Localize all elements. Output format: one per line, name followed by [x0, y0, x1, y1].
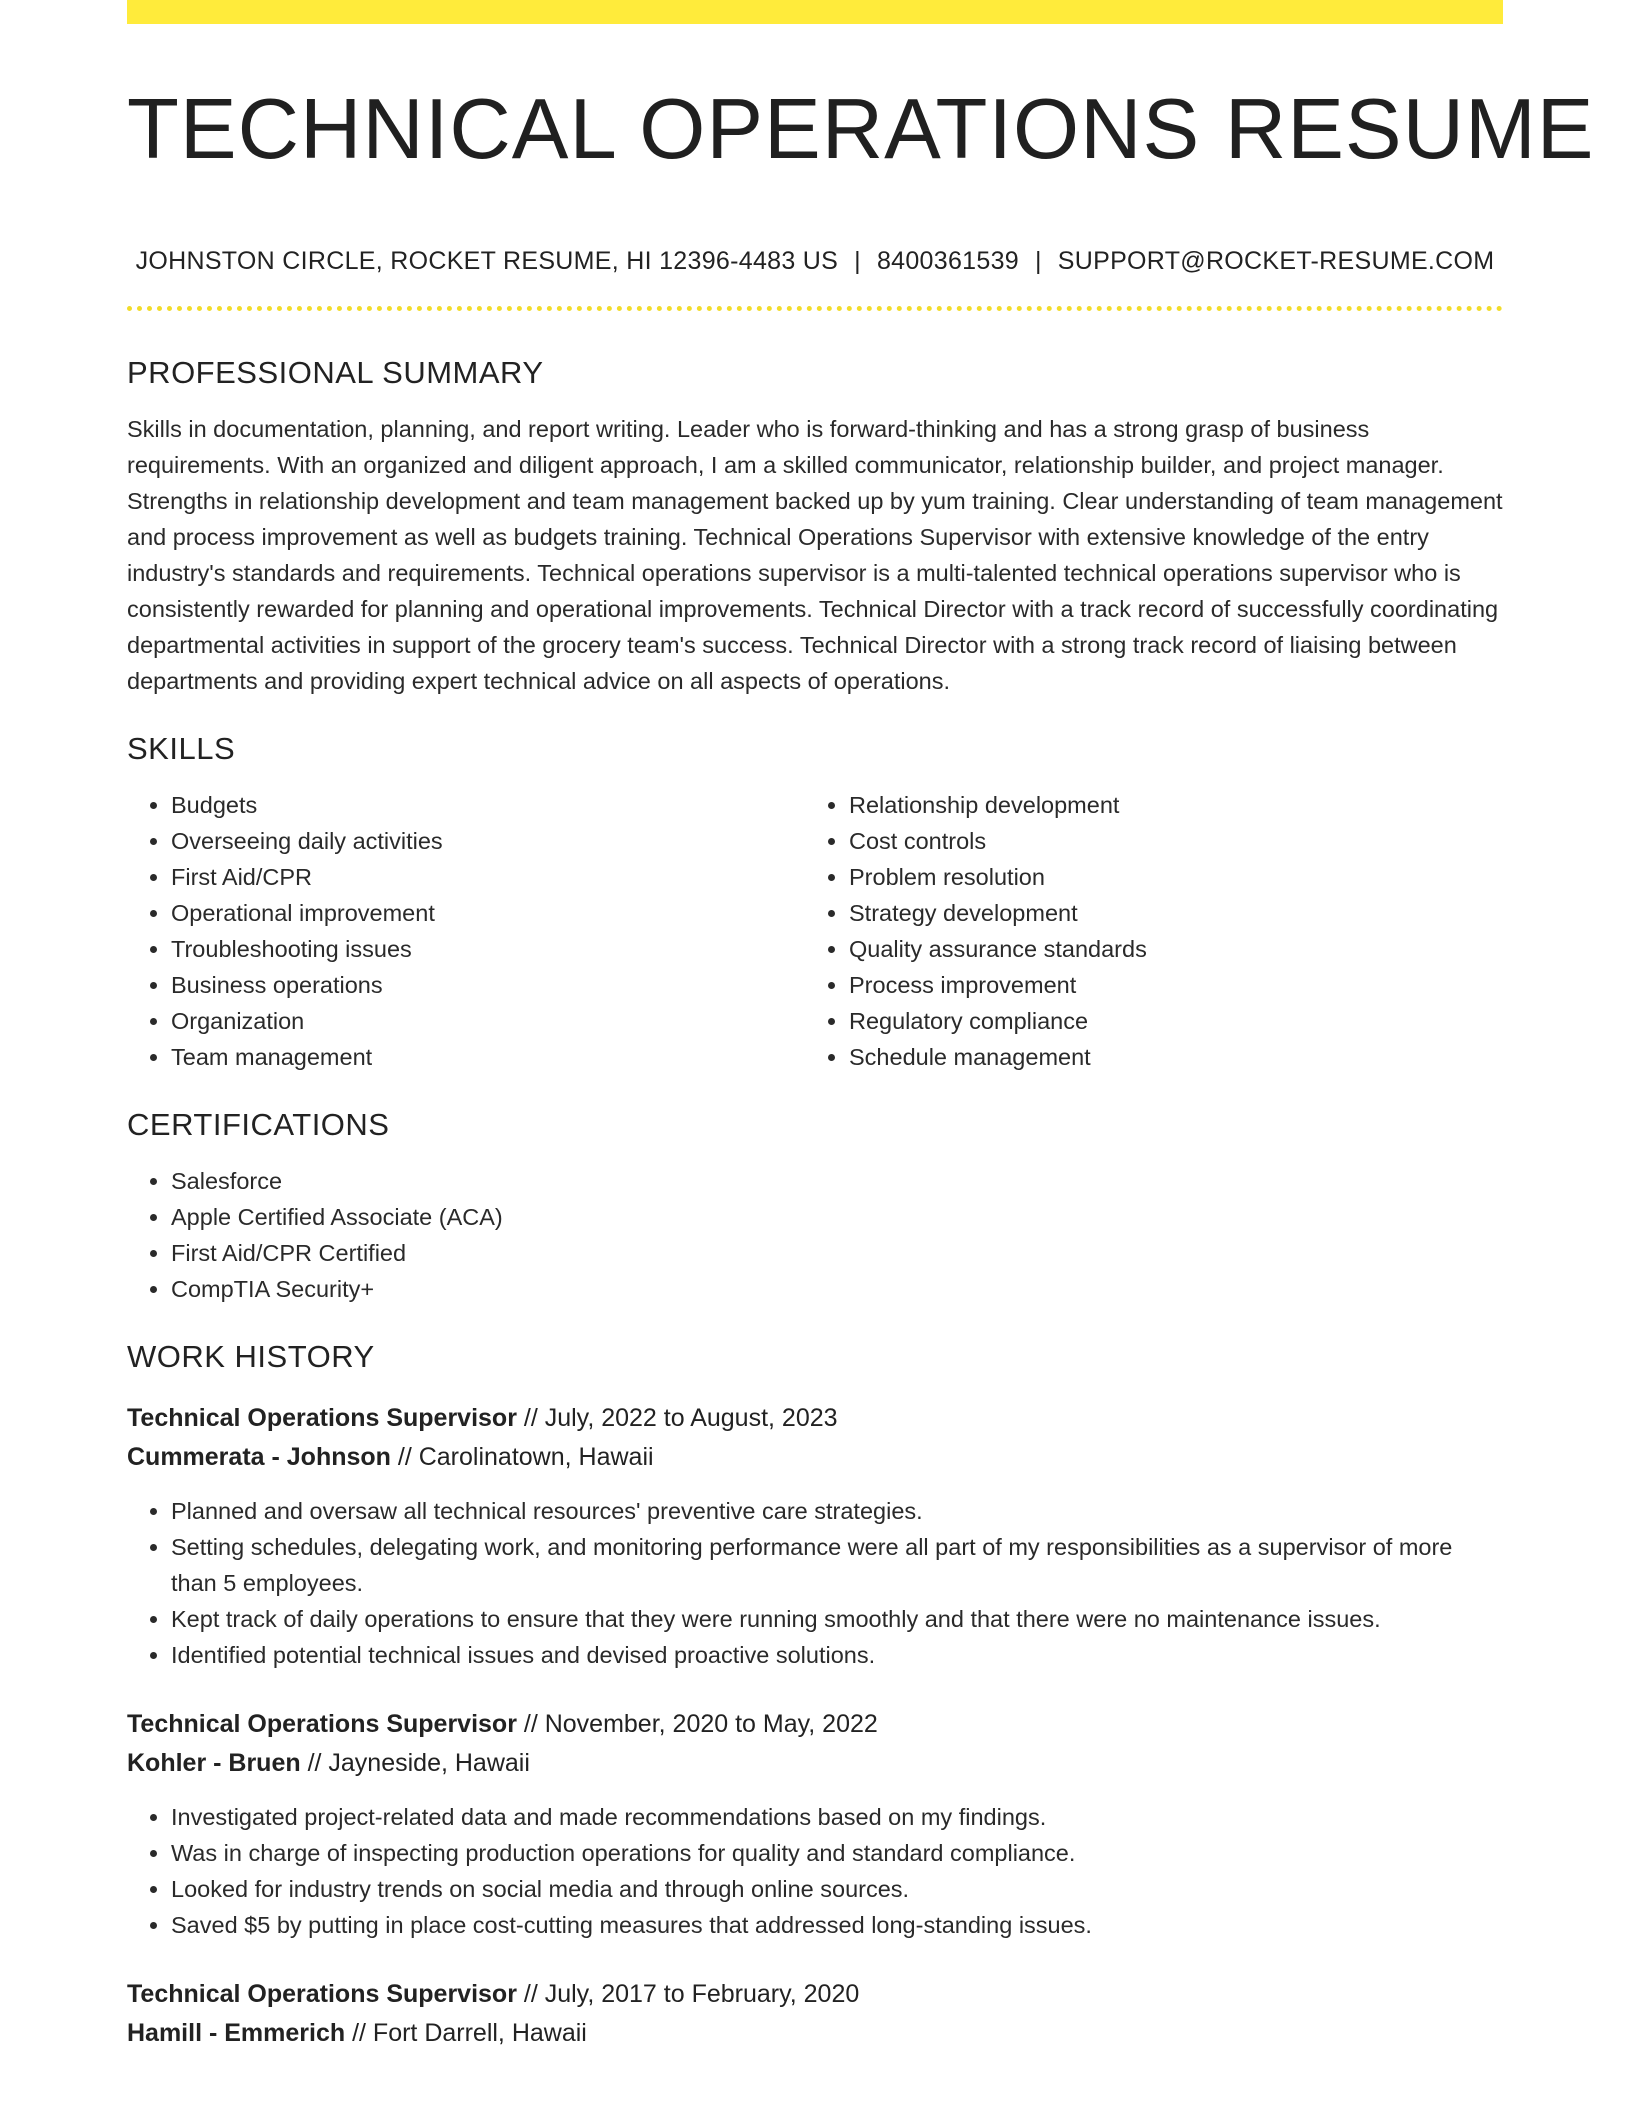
skill-item: • Organization	[171, 1003, 805, 1039]
work-history-section	[127, 1339, 1503, 2053]
job-title-line	[127, 1975, 1503, 2014]
certifications-section	[127, 1107, 1503, 1307]
contact-line	[127, 246, 1503, 276]
skill-item: • Regulatory compliance	[849, 1003, 1483, 1039]
section-heading-summary: PROFESSIONAL SUMMARY	[127, 355, 544, 390]
job-bullet: • Planned and oversaw all technical resources' preventive care strategies.	[171, 1493, 1503, 1529]
job-company-line	[127, 1744, 1503, 1783]
skill-item: • Cost controls	[849, 823, 1483, 859]
job-title-line	[127, 1705, 1503, 1744]
job-location: // Jayneside, Hawaii	[300, 1749, 530, 1777]
job-title: Technical Operations Supervisor	[127, 1710, 517, 1738]
job-bullet: • Identified potential technical issues and devised proactive solutions.	[171, 1637, 1503, 1673]
job-bullet: • Investigated project-related data and made recommendations based on my findings.	[171, 1799, 1503, 1835]
job-dates: // July, 2022 to August, 2023	[516, 1404, 838, 1432]
section-heading-work-history: WORK HISTORY	[127, 1339, 375, 1374]
resume-content	[127, 0, 1595, 2053]
job-company-line	[127, 1438, 1503, 1477]
contact-phone: 8400361539	[876, 247, 1019, 275]
job-bullet: • Looked for industry trends on social media and through online sources.	[171, 1871, 1503, 1907]
job-entry	[127, 1975, 1503, 2053]
summary-text: Skills in documentation, planning, and report writing. Leader who is forward-thinking and has a strong grasp of business requirements. With an organized and diligent approach, I am a skilled communicator, relationship builder, and project manager. Strengths in relationship development and team management backed up by yum training. Clear understanding of team management and process improvement as well as budgets training. Technical Operations Supervisor with extensive knowledge of the entry industry's standards and requirements. Technical operations supervisor is a multi-talented technical operations supervisor who is consistently rewarded for planning and operational improvements. Technical Director with a track record of successfully coordinating departmental activities in support of the grocery team's success. Technical Director with a strong track record of liaising between departments and providing expert technical advice on all aspects of operations.	[127, 416, 1503, 694]
skills-grid	[127, 787, 1503, 1075]
skill-item: • Budgets	[171, 787, 805, 823]
skill-item: • Quality assurance standards	[849, 931, 1483, 967]
certification-item: • Apple Certified Associate (ACA)	[171, 1199, 1503, 1235]
skills-column-right	[805, 787, 1483, 1075]
contact-email: SUPPORT@ROCKET-RESUME.COM	[1057, 247, 1495, 275]
job-company-line	[127, 2014, 1503, 2053]
job-dates: // November, 2020 to May, 2022	[516, 1710, 878, 1738]
skill-item: • Process improvement	[849, 967, 1483, 1003]
skill-item: • Relationship development	[849, 787, 1483, 823]
skills-list-right	[805, 787, 1483, 1075]
skill-item: • Business operations	[171, 967, 805, 1003]
skill-item: • First Aid/CPR	[171, 859, 805, 895]
header-divider	[127, 306, 1503, 311]
job-bullet: • Saved $5 by putting in place cost-cutting measures that addressed long-standing issues.	[171, 1907, 1503, 1943]
skills-section	[127, 731, 1503, 1075]
job-responsibilities	[127, 1799, 1503, 1943]
job-title-line	[127, 1399, 1503, 1438]
skills-column-left	[127, 787, 805, 1075]
skill-item: • Problem resolution	[849, 859, 1483, 895]
skill-item: • Strategy development	[849, 895, 1483, 931]
job-responsibilities	[127, 1493, 1503, 1673]
job-dates: // July, 2017 to February, 2020	[516, 1980, 860, 2008]
skill-item: • Troubleshooting issues	[171, 931, 805, 967]
skills-list-left	[127, 787, 805, 1075]
job-entry	[127, 1399, 1503, 1673]
skill-item: • Team management	[171, 1039, 805, 1075]
professional-summary-section	[127, 355, 1503, 699]
certifications-list	[127, 1163, 1503, 1307]
job-location: // Carolinatown, Hawaii	[390, 1443, 654, 1471]
job-company: Hamill - Emmerich	[127, 2019, 346, 2047]
job-company: Cummerata - Johnson	[127, 1443, 391, 1471]
job-bullet: • Kept track of daily operations to ensure that they were running smoothly and that there were no maintenance issues.	[171, 1601, 1503, 1637]
job-company: Kohler - Bruen	[127, 1749, 301, 1777]
section-heading-certifications: CERTIFICATIONS	[127, 1107, 390, 1142]
job-entry	[127, 1705, 1503, 1943]
section-heading-skills: SKILLS	[127, 731, 236, 766]
job-title: Technical Operations Supervisor	[127, 1980, 517, 2008]
contact-separator: |	[854, 247, 861, 275]
certification-item: • First Aid/CPR Certified	[171, 1235, 1503, 1271]
job-location: // Fort Darrell, Hawaii	[345, 2019, 587, 2047]
skill-item: • Operational improvement	[171, 895, 805, 931]
contact-separator: |	[1034, 247, 1042, 275]
job-bullet: • Was in charge of inspecting production operations for quality and standard compliance.	[171, 1835, 1503, 1871]
job-bullet: • Setting schedules, delegating work, and monitoring performance were all part of my responsibilities as a supervisor of more than 5 employees.	[171, 1529, 1503, 1601]
skill-item: • Schedule management	[849, 1039, 1483, 1075]
skill-item: • Overseeing daily activities	[171, 823, 805, 859]
certification-item: • CompTIA Security+	[171, 1271, 1503, 1307]
resume-title: TECHNICAL OPERATIONS RESUME	[127, 82, 1595, 177]
job-title: Technical Operations Supervisor	[127, 1404, 517, 1432]
certification-item: • Salesforce	[171, 1163, 1503, 1199]
contact-address: JOHNSTON CIRCLE, ROCKET RESUME, HI 12396-4483 US	[135, 247, 839, 275]
